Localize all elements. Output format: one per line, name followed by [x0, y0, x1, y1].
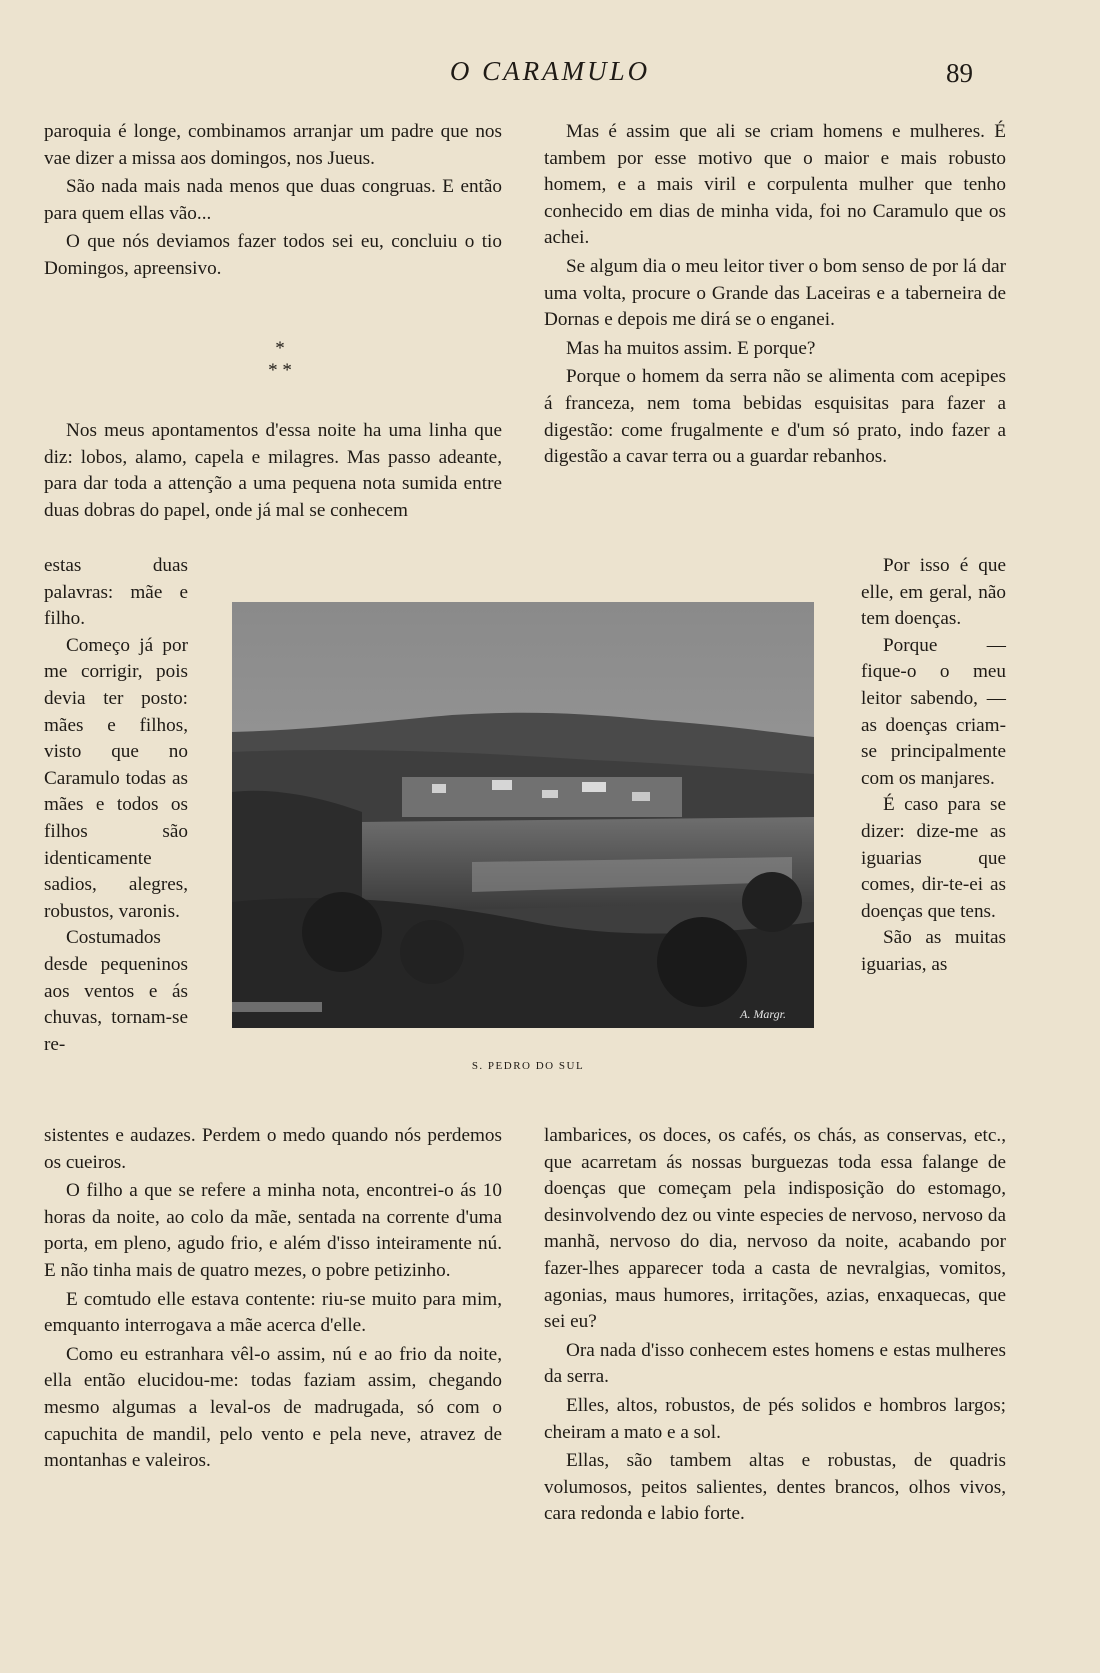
- section-break-asterisks: [230, 338, 330, 382]
- landscape-photo: [232, 602, 814, 1028]
- left-column-bottom: [44, 1123, 502, 1475]
- paragraph: Se algum dia o meu leitor tiver o bom senso de por lá dar uma volta, procure o Grande das Laceiras e a taberneira de Dornas e depois me dirá se o enganei.: [544, 255, 1006, 331]
- paragraph: São nada mais nada menos que duas congruas. E então para quem ellas vão...: [44, 176, 502, 224]
- paragraph: Como eu estranhara vêl-o assim, nú e ao frio da noite, ella então elucidou-me: todas faziam assim, chegando mesmo algumas a leval-os de madrugada, só com o capuchita de mandil, pelo vento e pela neve, atravez de montanhas e valeiros.: [44, 1343, 502, 1472]
- photo-caption: S. PEDRO DO SUL: [471, 1060, 585, 1072]
- paragraph: Mas ha muitos assim. E porque?: [566, 337, 816, 359]
- running-title: O CARAMULO: [449, 56, 651, 86]
- paragraph: Porque — fique-o o meu leitor sabendo, — as doenças criam-se principalmente com os manjares.: [861, 634, 1006, 789]
- left-column-top: [44, 119, 502, 283]
- paragraph: Porque o homem da serra não se alimenta com acepipes á franceza, nem toma bebidas esquisitas para fazer a digestão: come frugalmente e d'um só prato, indo fazer a digestão a cavar terra ou a guardar rebanhos.: [544, 366, 1006, 468]
- paragraph: Costumados desde pequeninos aos ventos e ás chuvas, tornam-se re-: [44, 927, 188, 1055]
- photo-signature: A. Margr.: [740, 1007, 786, 1021]
- right-column-bottom: [544, 1123, 1006, 1528]
- paragraph: Elles, altos, robustos, de pés solidos e hombros largos; cheiram a mato e a sol.: [544, 1394, 1006, 1443]
- right-narrow-column: [861, 553, 1006, 979]
- paragraph: São as muitas iguarias, as: [861, 927, 1006, 975]
- paragraph: Nos meus apontamentos d'essa noite ha uma linha que diz: lobos, alamo, capela e milagres. Mas passo adeante, para dar toda a attenção a uma pequena nota sumida entre duas dobras do papel, onde já mal se conhecem: [44, 420, 502, 521]
- paragraph: Ellas, são tambem altas e robustas, de quadris volumosos, peitos salientes, dentes brancos, olhos vivos, cara redonda e labio forte.: [544, 1450, 1006, 1525]
- asterisk-top: *: [275, 338, 285, 359]
- landscape-photo-illustration: [232, 602, 814, 1028]
- right-column-top: [544, 119, 1006, 471]
- paragraph: É caso para se dizer: dize-me as iguarias que comes, dir-te-ei as doenças que tens.: [861, 794, 1006, 922]
- left-column-mid: [44, 418, 502, 524]
- paragraph: Começo já por me corrigir, pois devia ter posto: mães e filhos, visto que no Caramulo todas as mães e todos os filhos são identicamente sadios, alegres, robustos, varonis.: [44, 634, 188, 922]
- paragraph: Por isso é que elle, em geral, não tem doenças.: [861, 555, 1006, 630]
- paragraph: E comtudo elle estava contente: riu-se muito para mim, emquanto interrogava a mãe acerca d'elle.: [44, 1288, 502, 1337]
- paragraph: lambarices, os doces, os cafés, os chás, as conservas, etc., que acarretam ás nossas burguezas toda essa falange de doenças que começam pela indisposição do estomago, desinvolvendo dez ou vinte especies de nervoso, nervoso da manhã, nervoso do dia, nervoso da noite, acabando por fazer-lhes apparecer toda a casta de nevralgias, vomitos, agonias, maus humores, irritações, azias, enxaquecas, que sei eu?: [544, 1125, 1006, 1333]
- paragraph: paroquia é longe, combinamos arranjar um padre que nos vae dizer a missa aos domingos, nos Jueus.: [44, 121, 502, 169]
- paragraph: sistentes e audazes. Perdem o medo quando nós perdemos os cueiros.: [44, 1125, 502, 1173]
- paragraph: Ora nada d'isso conhecem estes homens e estas mulheres da serra.: [544, 1339, 1006, 1388]
- paragraph: O filho a que se refere a minha nota, encontrei-o ás 10 horas da noite, ao colo da mãe, sentada na corrente d'uma porta, em pleno, agudo frio, e além d'isso inteiramente nú. E não tinha mais de quatro mezes, o pobre petizinho.: [44, 1180, 502, 1281]
- asterisk-bottom: * *: [268, 360, 292, 381]
- paragraph: O que nós deviamos fazer todos sei eu, concluiu o tio Domingos, apreensivo.: [44, 231, 502, 279]
- left-narrow-column: [44, 553, 188, 1058]
- paragraph: Mas é assim que ali se criam homens e mulheres. É tambem por esse motivo que o maior e mais robusto homem, e a mais viril e corpulenta mulher que tenho conhecido em dias de minha vida, foi no Caramulo que os achei.: [544, 121, 1006, 249]
- paragraph: estas duas palavras: mãe e filho.: [44, 555, 188, 630]
- page-number: 89: [946, 58, 973, 88]
